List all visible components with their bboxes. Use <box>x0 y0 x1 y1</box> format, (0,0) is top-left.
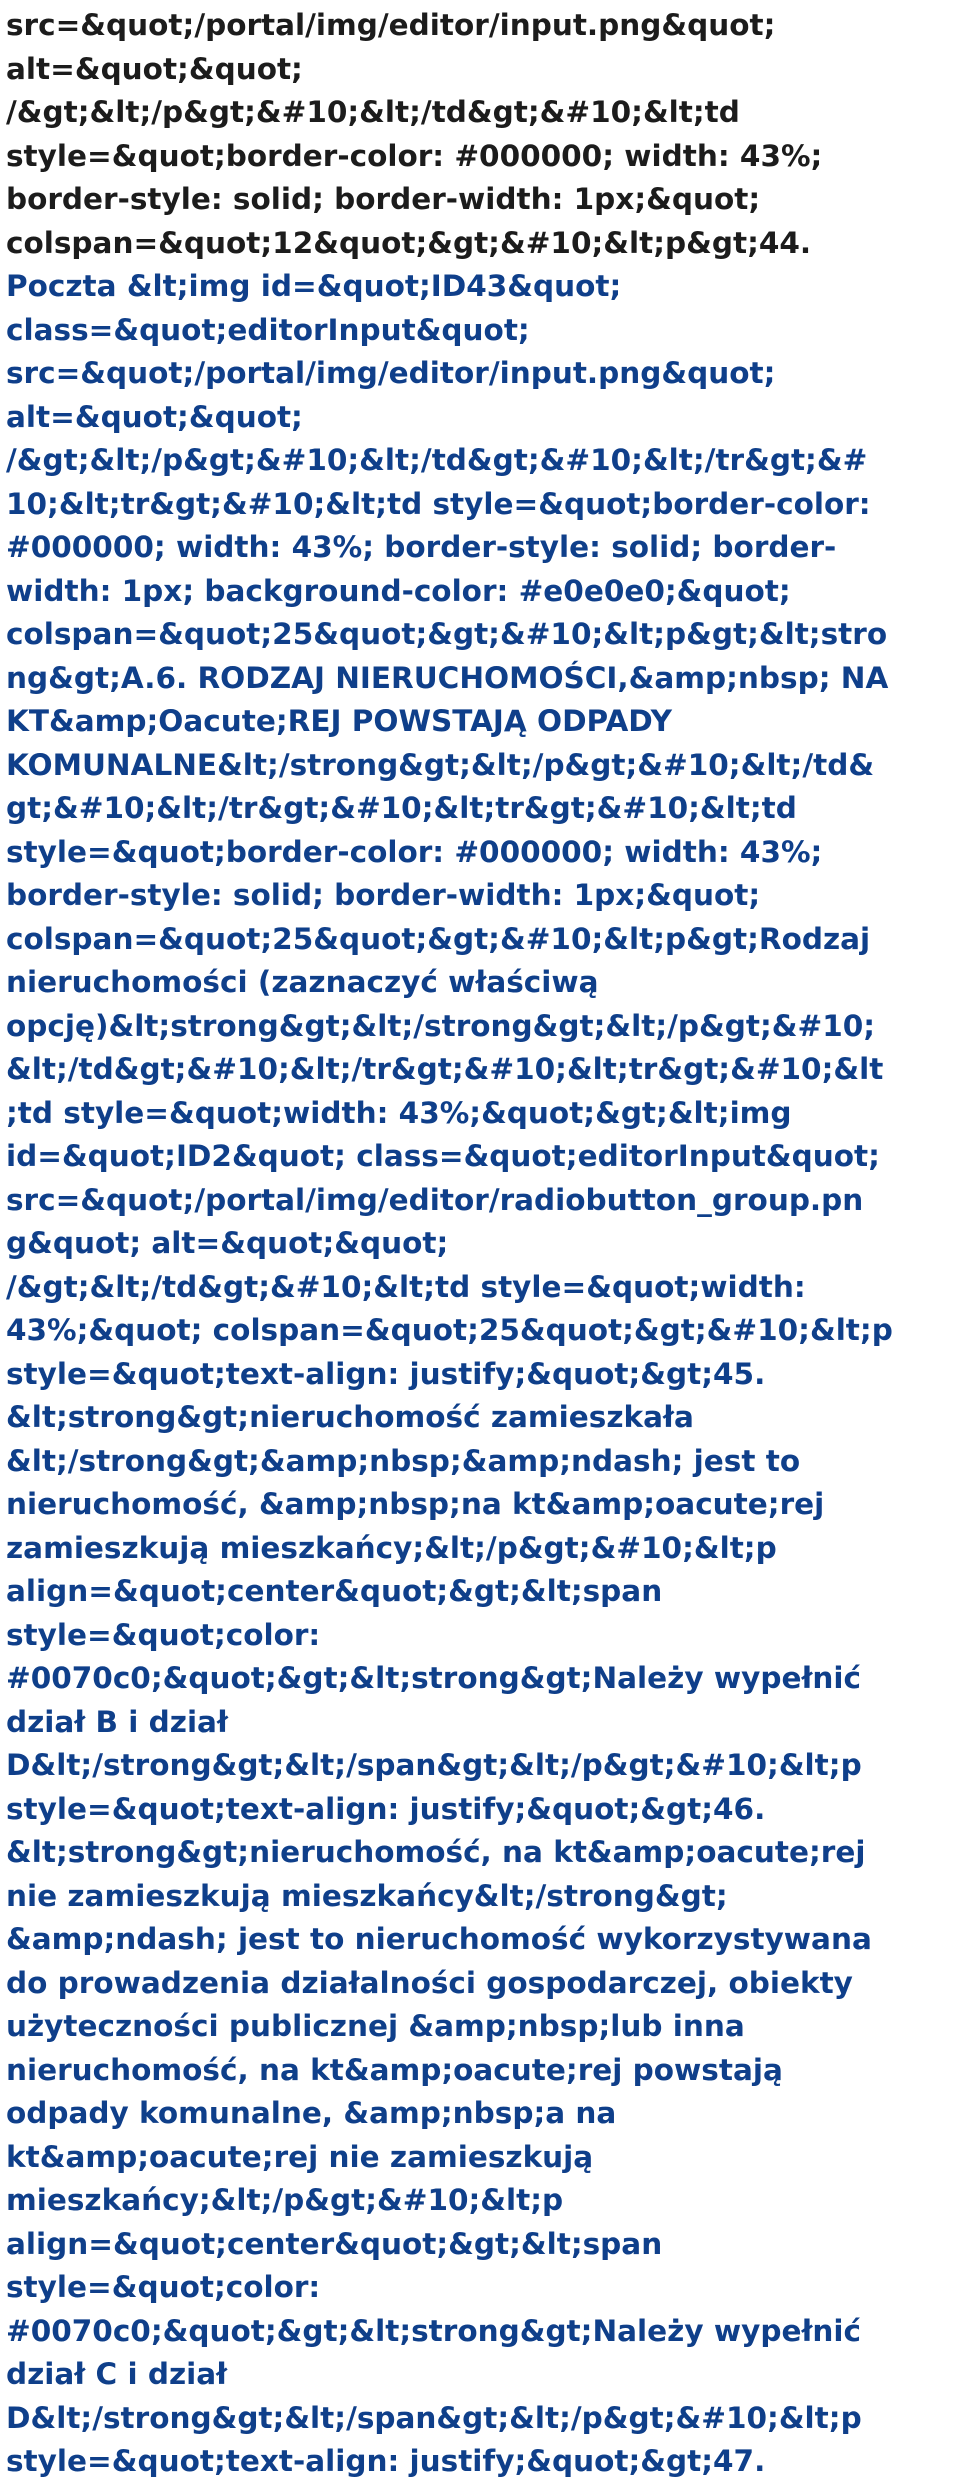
text-line: style=&quot;color: <box>6 2270 321 2304</box>
text-line: align=&quot;center&quot;&gt;&lt;span <box>6 1574 663 1608</box>
text-line: &lt;strong&gt;nieruchomość zamieszkała <box>6 1400 694 1434</box>
text-line: align=&quot;center&quot;&gt;&lt;span <box>6 2226 663 2261</box>
text-line: #000000; width: 43%; border-style: solid; border- <box>6 530 837 564</box>
text-line: src=&quot;/portal/img/editor/input.png&quot; <box>6 356 776 390</box>
text-line: ;td style=&quot;width: 43%;&quot;&gt;&lt;img <box>6 1095 792 1130</box>
text-line: &lt;strong&gt;nieruchomość, na kt&amp;oacute;rej <box>6 1835 866 1869</box>
text-line: colspan=&quot;25&quot;&gt;&#10;&lt;p&gt;Rodzaj <box>6 921 871 956</box>
text-line: class=&quot;editorInput&quot; <box>6 312 530 347</box>
text-line: /&gt;&lt;/td&gt;&#10;&lt;td style=&quot;width: <box>6 1269 806 1304</box>
text-line: style=&quot;border-color: #000000; width: 43%; <box>6 138 823 173</box>
escaped-html-text-block <box>6 4 956 2484</box>
text-line: #0070c0;&quot;&gt;&lt;strong&gt;Należy wypełnić <box>6 2313 861 2348</box>
text-line: alt=&quot;&quot; <box>6 399 303 434</box>
text-line: 10;&lt;tr&gt;&#10;&lt;td style=&quot;border-color: <box>6 486 871 521</box>
text-line: border-style: solid; border-width: 1px;&quot; <box>6 878 761 912</box>
text-line: src=&quot;/portal/img/editor/input.png&quot; <box>6 8 776 42</box>
text-line: odpady komunalne, &amp;nbsp;a na <box>6 2096 617 2130</box>
text-line: g&quot; alt=&quot;&quot; <box>6 1226 449 1260</box>
text-line: /&gt;&lt;/p&gt;&#10;&lt;/td&gt;&#10;&lt;td <box>6 95 740 129</box>
text-line: KOMUNALNE&lt;/strong&gt;&lt;/p&gt;&#10;&lt;/td& <box>6 747 875 782</box>
text-line: opcję)&lt;strong&gt;&lt;/strong&gt;&lt;/p&gt;&#10; <box>6 1008 876 1043</box>
text-line: nieruchomość, na kt&amp;oacute;rej powstają <box>6 2052 783 2087</box>
text-line: dział B i dział <box>6 1704 228 1739</box>
text-line: Poczta &lt;img id=&quot;ID43&quot; <box>6 269 622 303</box>
text-line: width: 1px; background-color: #e0e0e0;&quot; <box>6 573 791 608</box>
text-line: nieruchomość, &amp;nbsp;na kt&amp;oacute;rej <box>6 1487 825 1521</box>
text-line: kt&amp;oacute;rej nie zamieszkują <box>6 2139 594 2174</box>
text-line: gt;&#10;&lt;/tr&gt;&#10;&lt;tr&gt;&#10;&lt;td <box>6 791 797 825</box>
text-line: style=&quot;color: <box>6 1617 321 1652</box>
text-line: style=&quot;border-color: #000000; width: 43%; <box>6 834 823 869</box>
text-line: src=&quot;/portal/img/editor/radiobutton_group.pn <box>6 1182 864 1217</box>
text-line: id=&quot;ID2&quot; class=&quot;editorInput&quot; <box>6 1139 880 1173</box>
text-line: /&gt;&lt;/p&gt;&#10;&lt;/td&gt;&#10;&lt;/tr&gt;&# <box>6 443 868 477</box>
text-line: alt=&quot;&quot; <box>6 51 303 86</box>
text-line: &amp;ndash; jest to nieruchomość wykorzystywana <box>6 1922 872 1956</box>
text-line: użyteczności publicznej &amp;nbsp;lub inna <box>6 2009 745 2043</box>
text-line: &lt;/td&gt;&#10;&lt;/tr&gt;&#10;&lt;tr&gt;&#10;&lt <box>6 1052 884 1086</box>
text-line: nieruchomości (zaznaczyć właściwą <box>6 965 599 999</box>
text-line: border-style: solid; border-width: 1px;&quot; <box>6 182 761 216</box>
text-line: do prowadzenia działalności gospodarczej, obiekty <box>6 1965 853 2000</box>
text-line: colspan=&quot;12&quot;&gt;&#10;&lt;p&gt;44. <box>6 225 812 260</box>
text-line: mieszkańcy;&lt;/p&gt;&#10;&lt;p <box>6 2183 564 2217</box>
text-line: #0070c0;&quot;&gt;&lt;strong&gt;Należy wypełnić <box>6 1661 861 1695</box>
text-line: &lt;/strong&gt;&amp;nbsp;&amp;ndash; jest to <box>6 1443 801 1478</box>
text-line: style=&quot;text-align: justify;&quot;&gt;45. <box>6 1356 766 1391</box>
text-line: 43%;&quot; colspan=&quot;25&quot;&gt;&#10;&lt;p <box>6 1313 893 1347</box>
text-line: colspan=&quot;25&quot;&gt;&#10;&lt;p&gt;&lt;stro <box>6 617 888 651</box>
text-line: zamieszkują mieszkańcy;&lt;/p&gt;&#10;&lt;p <box>6 1530 777 1565</box>
text-line: style=&quot;text-align: justify;&quot;&gt;46. <box>6 1791 766 1826</box>
text-line: D&lt;/strong&gt;&lt;/span&gt;&lt;/p&gt;&#10;&lt;p <box>6 2400 862 2435</box>
text-line: ng&gt;A.6. RODZAJ NIERUCHOMOŚCI,&amp;nbsp; NA <box>6 660 889 695</box>
text-line: nie zamieszkują mieszkańcy&lt;/strong&gt; <box>6 1878 728 1913</box>
text-line: dział C i dział <box>6 2357 228 2391</box>
text-line: KT&amp;Oacute;REJ POWSTAJĄ ODPADY <box>6 704 672 738</box>
text-line: D&lt;/strong&gt;&lt;/span&gt;&lt;/p&gt;&#10;&lt;p <box>6 1748 862 1782</box>
text-line: style=&quot;text-align: justify;&quot;&gt;47. <box>6 2444 766 2478</box>
